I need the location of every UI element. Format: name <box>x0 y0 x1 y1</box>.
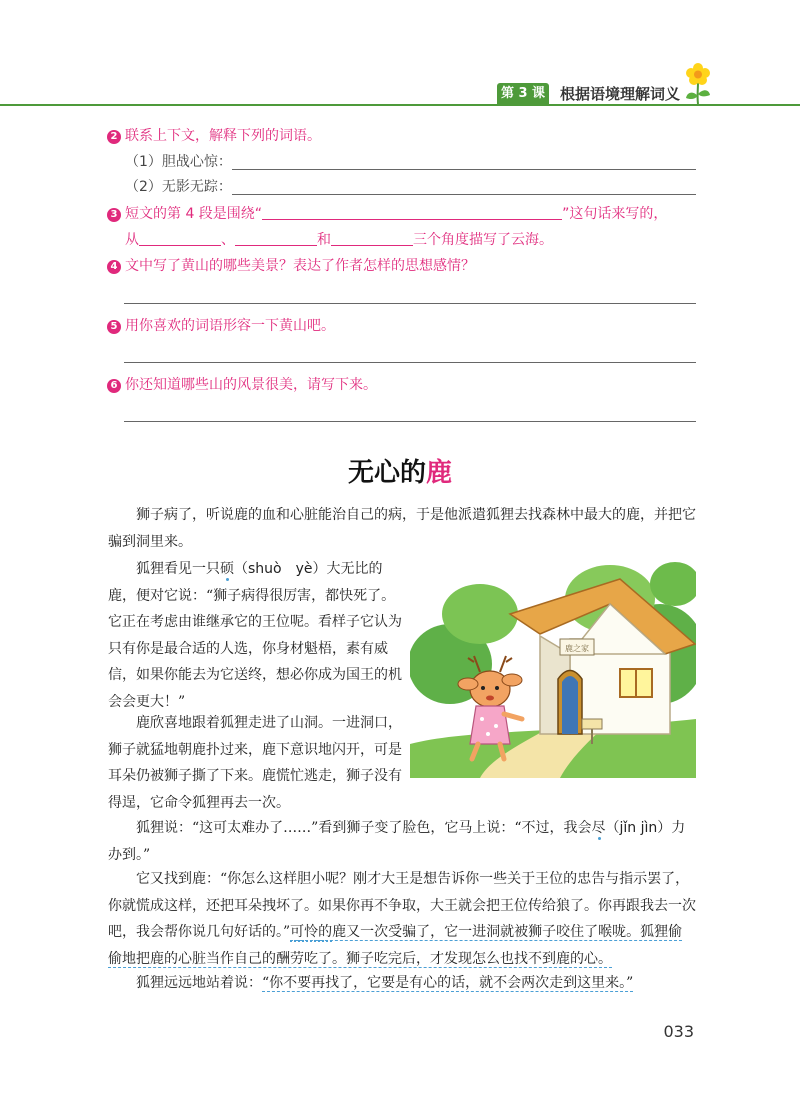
question-4 <box>107 256 475 276</box>
question-3 <box>107 204 667 224</box>
underlined-quote: “你不要再找了，它要是有心的话，就不会两次走到这里来。” <box>262 975 634 991</box>
dotted-phrase: 可怜的 <box>290 924 333 940</box>
question-number: 3 <box>107 208 121 222</box>
question-5 <box>107 316 335 336</box>
question-text: 短文的第 4 段是围绕“ <box>125 206 263 222</box>
question-text: 用你喜欢的词语形容一下黄山吧。 <box>125 318 335 334</box>
separator: 、 <box>221 232 235 248</box>
story-title <box>0 452 800 489</box>
question-text: 文中写了黄山的哪些美景？表达了作者怎样的思想感情？ <box>125 258 475 274</box>
q3-blank-angle-1[interactable] <box>139 231 221 246</box>
paragraph-text: 狐狸远远地站着说： <box>136 975 262 991</box>
paragraph-6 <box>108 970 696 997</box>
story-title-main: 无心的 <box>347 458 426 488</box>
paragraph-3: 鹿欣喜地跟着狐狸走进了山洞。一进洞口，狮子就猛地朝鹿扑过来，鹿下意识地闪开，可是耳朵仍被狮子撕了下来。鹿慌忙逃走，狮子没有得逞，它命令狐狸再去一次。 <box>108 715 402 811</box>
q3-blank-sentence[interactable] <box>262 205 562 220</box>
house-sign: 鹿之家 <box>565 644 589 653</box>
paragraph-2 <box>108 556 406 715</box>
paragraph-text: 狐狸看见一只 <box>136 561 220 577</box>
q2-item-1-answer-line[interactable] <box>232 169 696 170</box>
header-rule <box>0 104 800 106</box>
lesson-title: 根据语境理解词义 <box>560 85 681 103</box>
deer-house-illustration <box>410 544 696 778</box>
flower-icon <box>682 60 714 106</box>
paragraph-text: 狐狸说：“这可太难办了……”看到狮子变了脸色，它马上说：“不过，我会 <box>136 820 592 836</box>
q3-blank-angle-2[interactable] <box>235 231 317 246</box>
paragraph-1: 狮子病了，听说鹿的血和心脏能治自己的病，于是他派遣狐狸去找森林中最大的鹿，并把它骗到洞里来。 <box>108 507 696 550</box>
paragraph-5 <box>108 866 696 972</box>
dotted-word: 尽 <box>591 820 606 836</box>
question-number: 5 <box>107 320 121 334</box>
question-2 <box>107 126 321 146</box>
question-text: 你还知道哪些山的风景很美，请写下来。 <box>125 377 377 393</box>
question-number: 2 <box>107 130 121 144</box>
underlined-text: 鹿又一次受骗了，它一进洞就被狮子咬住了喉咙。狐狸偷偷地把鹿的心脏当作自己的酬劳吃了。狮子吃完后，才发现怎么也找不到鹿的心。 <box>108 924 683 967</box>
paragraph-text: 力办到。” <box>108 820 686 863</box>
separator: 和 <box>317 232 331 248</box>
pinyin-annotation: （jǐn jìn） <box>605 820 672 836</box>
question-number: 4 <box>107 260 121 274</box>
question-3-line-2 <box>125 230 553 250</box>
dotted-word: 硕 <box>220 561 234 577</box>
q4-answer-line[interactable] <box>124 303 696 304</box>
lesson-badge: 第 3 课 <box>497 83 549 104</box>
paragraph-text: 它又找到鹿：“你怎么这样胆小呢？刚才大王是想告诉你一些关于王位的忠告与指示罢了，你就慌成这样，还把耳朵拽坏了。如果你再不争取，大王就会把王位传给狼了。你再跟我去一次吧，我会帮你说几句好话的。” <box>108 871 696 940</box>
page-number: 033 <box>663 1022 694 1041</box>
paragraph-4 <box>108 815 696 868</box>
paragraph-text: 大无比的鹿，便对它说：“狮子病得很厉害，都快死了。它正在考虑由谁继承它的王位呢。看样子它认为只有你是最合适的人选，你身材魁梧，素有威信，如果你能去为它送终，想必你成为国王的机会会更大！” <box>108 561 402 710</box>
question-text: 三个角度描写了云海。 <box>413 232 553 248</box>
question-text: 从 <box>125 232 139 248</box>
q6-answer-line[interactable] <box>124 421 696 422</box>
q5-answer-line[interactable] <box>124 362 696 363</box>
story-title-accent: 鹿 <box>426 458 453 488</box>
q2-item-2-answer-line[interactable] <box>232 194 696 195</box>
question-6 <box>107 375 377 395</box>
question-text: 联系上下文，解释下列的词语。 <box>125 128 321 144</box>
q3-blank-angle-3[interactable] <box>331 231 413 246</box>
q2-item-1-label: （1）胆战心惊： <box>125 154 232 170</box>
question-number: 6 <box>107 379 121 393</box>
pinyin-annotation: （shuò yè） <box>234 561 327 577</box>
q2-item-2-label: （2）无影无踪： <box>125 179 232 195</box>
question-text-cont: ”这句话来写的， <box>562 206 668 222</box>
